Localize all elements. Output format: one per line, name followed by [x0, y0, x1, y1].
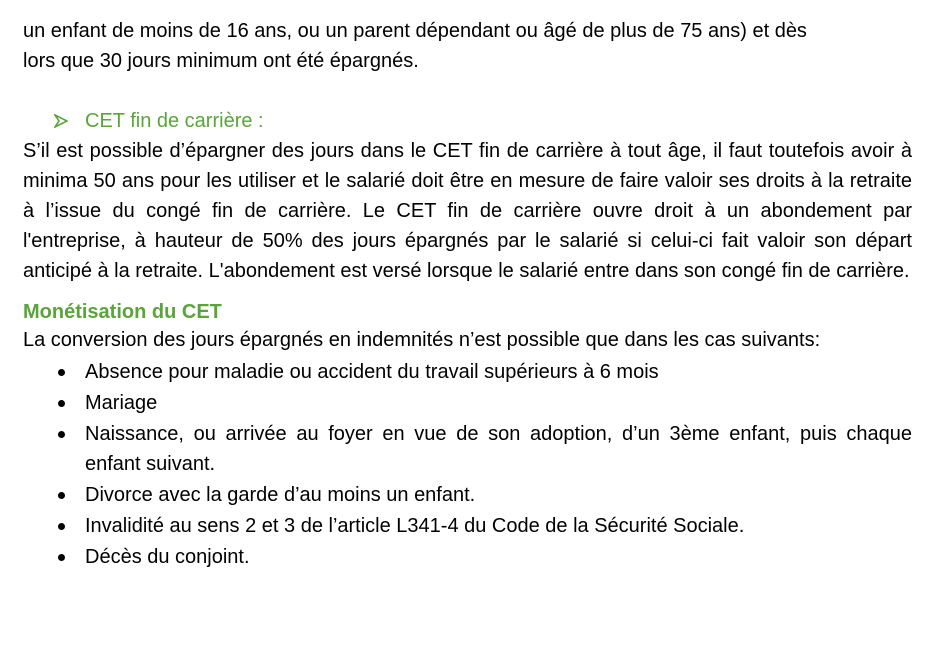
list-item	[23, 419, 912, 479]
blank-line	[23, 76, 912, 106]
list-item-text: Invalidité au sens 2 et 3 de l’article L341-4 du Code de la Sécurité Sociale.	[85, 515, 745, 537]
intro-line-1: un enfant de moins de 16 ans, ou un parent dépendant ou âgé de plus de 75 ans) et dès	[23, 20, 807, 42]
conditions-list	[23, 357, 912, 572]
subsection-body: S’il est possible d’épargner des jours dans le CET fin de carrière à tout âge, il faut toutefois avoir à minima 50 ans pour les utiliser et le salarié doit être en mesure de faire valoir ses droits à la retraite à l’issue du congé fin de carrière. Le CET fin de carrière ouvre droit à un abondement par l'entreprise, à hauteur de 50% des jours épargnés par le salarié si celui-ci fait valoir son départ anticipé à la retraite. L'abondement est versé lorsque le salarié entre dans son congé fin de carrière.	[23, 140, 912, 282]
bullet-icon	[23, 357, 85, 387]
list-item	[23, 511, 912, 541]
intro-paragraph	[23, 16, 912, 76]
bullet-icon	[23, 388, 85, 418]
intro-line-2: lors que 30 jours minimum ont été épargnés.	[23, 50, 419, 72]
list-item	[23, 357, 912, 387]
list-item-text: Naissance, ou arrivée au foyer en vue de son adoption, d’un 3ème enfant, puis chaque enfant suivant.	[85, 423, 912, 475]
list-item-text: Mariage	[85, 392, 158, 414]
list-item-text: Décès du conjoint.	[85, 546, 250, 568]
bullet-icon	[23, 419, 85, 479]
list-item-text: Absence pour maladie ou accident du travail supérieurs à 6 mois	[85, 361, 659, 383]
list-item	[23, 388, 912, 418]
arrow-right-icon	[54, 114, 68, 128]
bullet-icon	[23, 480, 85, 510]
subsection-heading-text: CET fin de carrière :	[85, 109, 264, 132]
bullet-icon	[23, 511, 85, 541]
subsection-heading	[54, 106, 912, 136]
list-item-text: Divorce avec la garde d’au moins un enfant.	[85, 484, 476, 506]
list-item	[23, 480, 912, 510]
list-item	[23, 542, 912, 572]
document-page	[23, 16, 912, 573]
bullet-icon	[23, 542, 85, 572]
section-title: Monétisation du CET	[23, 301, 222, 323]
section-lead: La conversion des jours épargnés en indemnités n’est possible que dans les cas suivants:	[23, 329, 821, 351]
